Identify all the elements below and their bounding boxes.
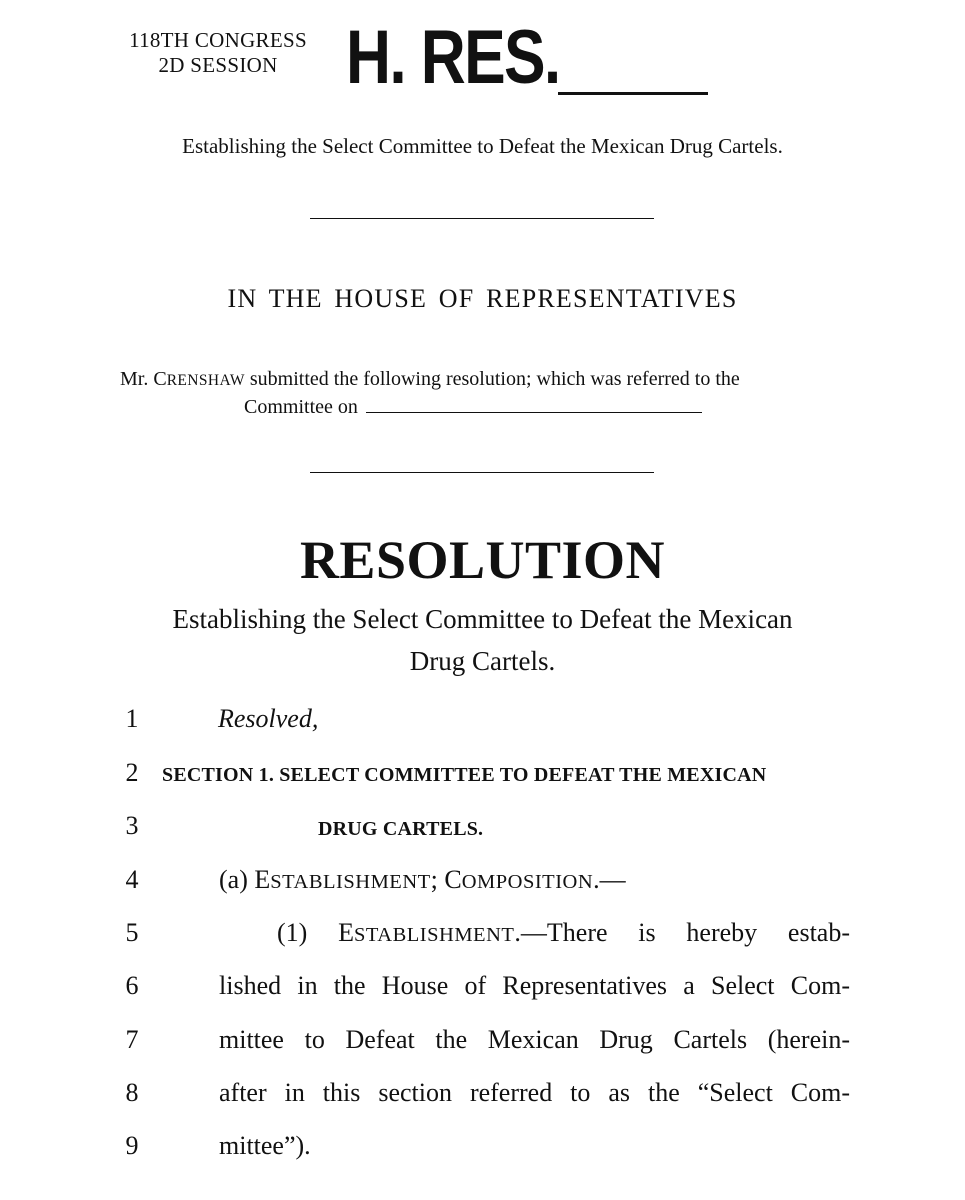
- subsection-a-head1-rest: STABLISHMENT: [270, 871, 431, 893]
- line-number: 6: [125, 971, 139, 1000]
- line-number: 8: [125, 1078, 139, 1107]
- committee-label: Committee on: [244, 396, 358, 418]
- section-heading-line-1: SECTION 1. SELECT COMMITTEE TO DEFEAT THE MEXICAN: [162, 764, 767, 786]
- paragraph-1-head-rest: STABLISHMENT: [354, 924, 515, 946]
- line-number: 4: [125, 865, 139, 894]
- paragraph-1-line-9: mittee”).: [219, 1131, 311, 1160]
- paragraph-1-head-initial: E: [338, 918, 354, 947]
- subsection-a-prefix: (a): [219, 865, 248, 894]
- paragraph-1-line-5-tail: .—There is hereby estab-: [514, 918, 851, 947]
- session-label: [108, 53, 328, 78]
- sponsor-statement: [120, 366, 850, 420]
- resolved-clause: Resolved,: [218, 704, 319, 733]
- divider-rule-bottom: [310, 472, 654, 473]
- long-title-line-1: Establishing the Select Committee to Defeat the Mexican: [172, 604, 793, 634]
- paragraph-1-line-6: lished in the House of Representatives a Select Com-: [219, 971, 850, 1000]
- measure-designation: H. RES.: [346, 15, 560, 100]
- subsection-a-suffix: .—: [593, 865, 626, 894]
- line-number: 2: [125, 758, 139, 787]
- long-title-line-2: Drug Cartels.: [409, 646, 556, 676]
- paragraph-1-line-8: after in this section referred to as the “Select Com-: [219, 1078, 850, 1107]
- sponsor-name-rest: RENSHAW: [166, 372, 245, 389]
- section-heading-line-2: DRUG CARTELS.: [318, 818, 484, 840]
- sponsor-action: submitted the following resolution; which was referred to the: [249, 368, 740, 390]
- subsection-a-heading: [219, 865, 626, 895]
- chamber-heading: IN THE HOUSE OF REPRESENTATIVES: [227, 284, 738, 313]
- sponsor-title: Mr.: [120, 368, 149, 390]
- document-type-heading: RESOLUTION: [299, 530, 666, 590]
- line-number: 7: [125, 1025, 139, 1054]
- committee-line: [120, 394, 850, 420]
- line-number: 5: [125, 918, 139, 947]
- line-number: 3: [125, 811, 139, 840]
- measure-number-blank: [558, 92, 708, 95]
- congress-session-block: [108, 28, 328, 78]
- sponsor-name-initial: C: [153, 368, 167, 390]
- subsection-a-separator: ;: [430, 865, 438, 894]
- congress-text: 118TH CONGRESS: [129, 28, 307, 52]
- short-title: Establishing the Select Committee to Defeat the Mexican Drug Cartels.: [182, 134, 783, 158]
- committee-blank: [366, 394, 702, 413]
- paragraph-1-prefix: (1): [277, 918, 308, 947]
- paragraph-1-line-7: mittee to Defeat the Mexican Drug Cartels (herein-: [219, 1025, 850, 1054]
- line-number: 9: [125, 1131, 139, 1160]
- sponsor-name: [153, 368, 245, 390]
- session-text: 2D SESSION: [158, 53, 278, 77]
- line-number: 1: [125, 704, 139, 733]
- long-title: [0, 598, 965, 682]
- congress-label: [108, 28, 328, 53]
- subsection-a-head1-initial: E: [254, 865, 271, 894]
- paragraph-1-line-5: [277, 918, 850, 948]
- divider-rule-top: [310, 218, 654, 219]
- sponsor-line: [120, 366, 850, 394]
- subsection-a-head2-rest: OMPOSITION: [461, 871, 594, 893]
- subsection-a-head2-initial: C: [444, 865, 462, 894]
